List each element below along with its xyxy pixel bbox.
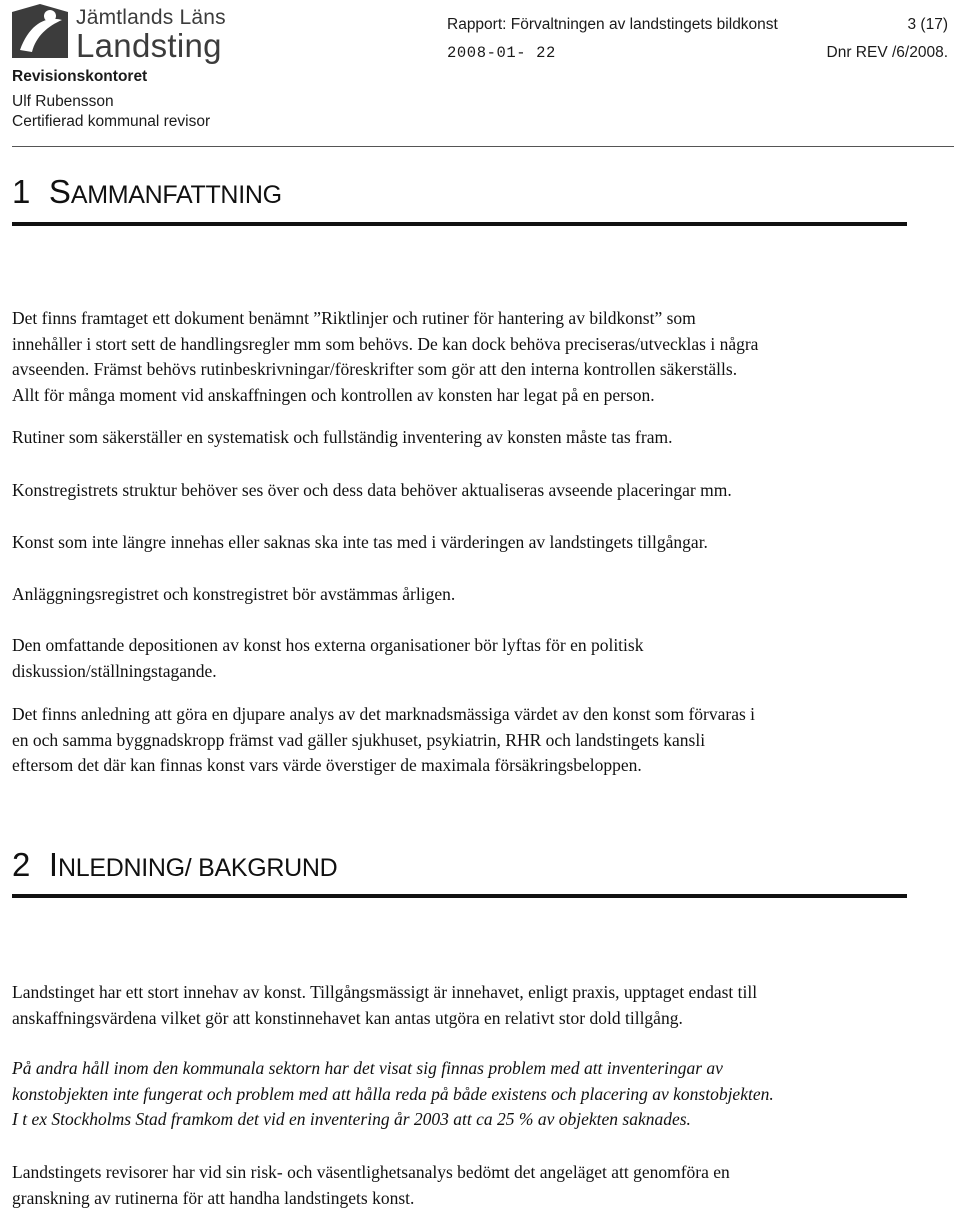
author-title: Certifierad kommunal revisor xyxy=(12,113,211,130)
paragraph-line: Det finns anledning att göra en djupare analys av det marknadsmässiga värdet av den konst som förvaras i xyxy=(12,704,756,724)
paragraph-line: Konstregistrets struktur behöver ses över och dess data behöver aktualiseras avseende placeringar mm. xyxy=(12,480,732,500)
page-number: 3 (17) xyxy=(907,16,948,33)
paragraph-line: granskning av rutinerna för att handha landstingets konst. xyxy=(12,1187,415,1208)
logo-line1: Jämtlands Läns xyxy=(76,6,226,29)
paragraph-line: Landstingets revisorer har vid sin risk- och väsentlighetsanalys bedömt det angeläget att genomföra en xyxy=(12,1162,730,1182)
report-dnr: Dnr REV /6/2008. xyxy=(826,44,948,61)
paragraph-line: På andra håll inom den kommunala sektorn har det visat sig finnas problem med att inventeringar av xyxy=(12,1058,723,1078)
logo xyxy=(10,2,226,64)
logo-line2: Landsting xyxy=(76,27,222,64)
summary-paragraph xyxy=(12,478,958,504)
background-paragraph xyxy=(12,980,958,1031)
summary-paragraph xyxy=(12,633,958,684)
section-title-rest: AMMANFATTNING xyxy=(70,181,282,209)
section-title-initial: I xyxy=(48,846,58,883)
landsting-emblem-icon xyxy=(10,2,70,62)
summary-paragraph xyxy=(12,582,958,608)
paragraph-line: anskaffningsvärdena vilket gör att konstinnehavet kan antas utgöra en relativt stor dold tillgång. xyxy=(12,1007,683,1028)
section-title-rest: NLEDNING/ BAKGRUND xyxy=(57,854,338,882)
summary-paragraph xyxy=(12,702,958,779)
report-title: Rapport: Förvaltningen av landstingets bildkonst xyxy=(447,16,778,33)
summary-paragraph xyxy=(12,425,958,451)
paragraph-line: innehåller i stort sett de handlingsregler mm som behövs. De kan dock behöva preciseras/utvecklas i några xyxy=(12,333,759,354)
report-date: 2008-01- 22 xyxy=(447,44,556,62)
paragraph-line: konstobjekten inte fungerat och problem med att hålla reda på både existens och placering av konstobjekten. xyxy=(12,1083,774,1104)
section-heading-summary xyxy=(12,173,282,211)
paragraph-line: en och samma byggnadskropp främst vad gäller sjukhuset, psykiatrin, RHR och landstingets kansli xyxy=(12,729,706,750)
section-title-initial: S xyxy=(48,173,71,210)
author-name: Ulf Rubensson xyxy=(12,93,114,110)
paragraph-line: avseenden. Främst behövs rutinbeskrivningar/föreskrifter som gör att den interna kontrollen säkerställs. xyxy=(12,359,738,379)
summary-paragraph xyxy=(12,306,958,408)
header-divider xyxy=(12,146,954,147)
section-heading-rule xyxy=(12,894,907,898)
section-heading-rule xyxy=(12,222,907,226)
paragraph-line: Rutiner som säkerställer en systematisk och fullständig inventering av konsten måste tas fram. xyxy=(12,427,673,447)
summary-paragraph xyxy=(12,530,958,556)
section-heading-background xyxy=(12,846,337,884)
paragraph-line: Den omfattande depositionen av konst hos externa organisationer bör lyftas för en politisk xyxy=(12,635,644,655)
section-number: 2 xyxy=(12,846,31,883)
paragraph-line: Det finns framtaget ett dokument benämnt ”Riktlinjer och rutiner för hantering av bildkonst” som xyxy=(12,308,696,328)
paragraph-line: eftersom det där kan finnas konst vars värde överstiger de maximala försäkringsbeloppen. xyxy=(12,755,642,775)
background-paragraph-italic xyxy=(12,1056,958,1133)
paragraph-line: Konst som inte längre innehas eller saknas ska inte tas med i värderingen av landstingets tillgångar. xyxy=(12,532,708,552)
section-number: 1 xyxy=(12,173,31,210)
background-paragraph xyxy=(12,1160,958,1211)
office-name: Revisionskontoret xyxy=(12,68,148,85)
paragraph-line: Landstinget har ett stort innehav av konst. Tillgångsmässigt är innehavet, enligt praxis, upptaget endast till xyxy=(12,982,758,1002)
paragraph-line: Allt för många moment vid anskaffningen och kontrollen av konsten har legat på en person. xyxy=(12,384,655,405)
paragraph-line: I t ex Stockholms Stad framkom det vid en inventering år 2003 att ca 25 % av objekten saknades. xyxy=(12,1109,691,1129)
paragraph-line: diskussion/ställningstagande. xyxy=(12,660,217,681)
paragraph-line: Anläggningsregistret och konstregistret bör avstämmas årligen. xyxy=(12,584,456,604)
